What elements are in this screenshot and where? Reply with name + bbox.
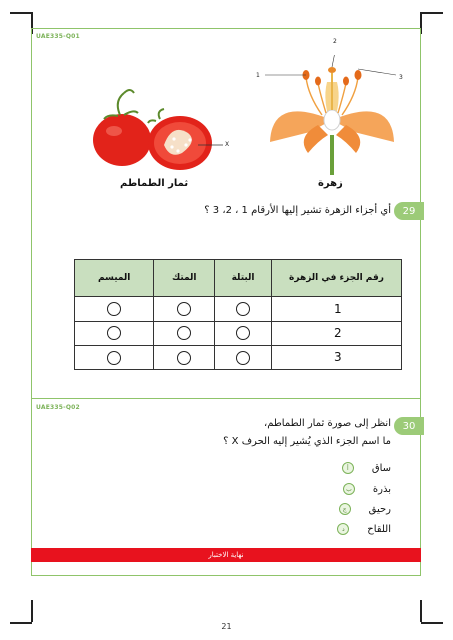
- section-divider: [31, 398, 421, 399]
- row-number: 3: [272, 345, 402, 369]
- option-c-bubble[interactable]: ج: [339, 503, 351, 515]
- flower-callout-2: 2: [333, 38, 337, 45]
- table-header-anther: المتك: [154, 260, 215, 297]
- answer-bubble[interactable]: [107, 302, 121, 316]
- answer-cell[interactable]: [75, 345, 154, 369]
- answer-bubble[interactable]: [177, 326, 191, 340]
- question-30-line2: ما اسم الجزء الذي يُشير إليه الحرف X ؟: [223, 436, 391, 447]
- option-d-label: اللقاح: [367, 523, 391, 535]
- option-b-label: بذرة: [372, 483, 391, 495]
- question-code-q1: UAE335-Q01: [36, 33, 80, 40]
- answer-cell[interactable]: [154, 297, 215, 321]
- question-number-badge: 29: [394, 202, 424, 220]
- crop-mark-bl-v: [31, 600, 33, 622]
- table-row: [75, 297, 402, 321]
- answer-cell[interactable]: [75, 321, 154, 345]
- crop-mark-tl-h: [10, 12, 32, 14]
- answer-cell[interactable]: [75, 297, 154, 321]
- flower-caption: زهرة: [318, 178, 343, 189]
- option-a-bubble[interactable]: أ: [342, 462, 354, 474]
- question-number-badge: 30: [394, 417, 424, 435]
- crop-mark-br-v: [420, 600, 422, 622]
- option-d[interactable]: [337, 523, 391, 535]
- answer-bubble[interactable]: [107, 351, 121, 365]
- option-c-label: رحيق: [368, 503, 391, 515]
- option-c[interactable]: [339, 503, 391, 515]
- answer-bubble[interactable]: [236, 351, 250, 365]
- tomato-callout-x: X: [225, 141, 230, 148]
- answer-bubble[interactable]: [107, 326, 121, 340]
- answer-cell[interactable]: [215, 297, 272, 321]
- answer-cell[interactable]: [154, 321, 215, 345]
- tomato-illustration: [90, 85, 235, 175]
- answer-bubble[interactable]: [236, 326, 250, 340]
- option-b-bubble[interactable]: ب: [343, 483, 355, 495]
- option-d-bubble[interactable]: د: [337, 523, 349, 535]
- table-header-part-number: رقم الجزء في الزهرة: [272, 260, 402, 297]
- end-of-exam-banner: نهاية الاختبار: [31, 548, 421, 562]
- question-code-q2: UAE335-Q02: [36, 404, 80, 411]
- page-number: 21: [221, 622, 232, 631]
- answer-bubble[interactable]: [177, 351, 191, 365]
- flower-callout-1: 1: [256, 72, 260, 79]
- table-header-petal: البتلة: [215, 260, 272, 297]
- question-29-text: أي أجزاء الزهرة تشير إليها الأرقام 1 ، 2، 3 ؟: [204, 205, 391, 216]
- answer-cell[interactable]: [215, 321, 272, 345]
- flower-callout-3: 3: [399, 74, 403, 81]
- question-30-line1: انظر إلى صورة ثمار الطماطم،: [263, 418, 391, 429]
- crop-mark-tr-h: [421, 12, 443, 14]
- tomato-caption: ثمار الطماطم: [120, 178, 189, 189]
- table-header-stigma: الميسم: [75, 260, 154, 297]
- option-a[interactable]: [342, 462, 391, 474]
- table-row: [75, 345, 402, 369]
- flower-illustration: [262, 55, 402, 175]
- answer-cell[interactable]: [215, 345, 272, 369]
- answer-bubble[interactable]: [236, 302, 250, 316]
- option-a-label: ساق: [371, 462, 391, 474]
- table-row: [75, 321, 402, 345]
- answer-cell[interactable]: [154, 345, 215, 369]
- row-number: 1: [272, 297, 402, 321]
- answer-table: [74, 259, 402, 370]
- option-b[interactable]: [343, 483, 391, 495]
- answer-bubble[interactable]: [177, 302, 191, 316]
- row-number: 2: [272, 321, 402, 345]
